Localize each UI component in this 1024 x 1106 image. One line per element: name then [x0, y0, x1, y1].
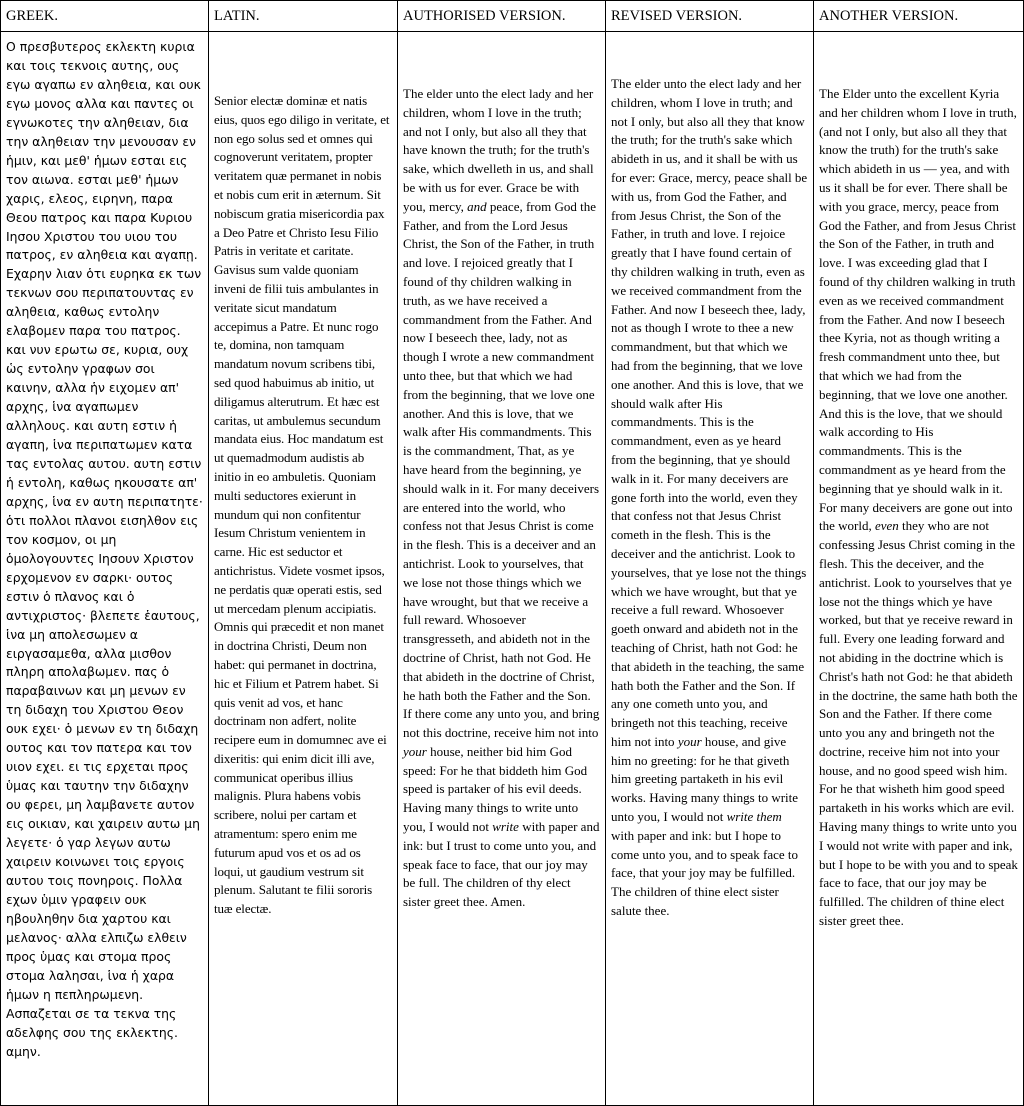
latin-cell — [209, 32, 398, 1106]
italic-text-segment: and — [467, 198, 487, 214]
another-version-text — [819, 32, 1018, 931]
authorised-version-cell — [398, 32, 606, 1106]
text-segment: peace, from God the Father, and from the Lord Jesus Christ, the Son of the Father, in truth and love. I rejoiced greatly that I found of thy children walking in truth, as we have received a commandment from the Father. And now I beseech thee, lady, not as though I wrote a new commandment unto thee, but that which we had from the beginning, that we love one another. And this is love, that we walk after His commandments. This is the commandment, That, as ye have heard from the beginning, ye should walk in it. For many deceivers are entered into the world, who confess not that Jesus Christ is come in the flesh. This is a deceiver and an antichrist. Look to yourselves, that we lose not those things which we have wrought, but that we receive a full reward. Whosoever transgresseth, and abideth not in the doctrine of Christ, hath not God. He that abideth in the doctrine of Christ, he hath both the Father and the Son. If there come any unto you, and bring not this doctrine, receive him not into — [403, 198, 600, 741]
text-segment: with paper and ink: but I trust to come unto you, and speak face to face, that our joy may be full. The children of thy elect sister greet thee. Amen. — [403, 819, 600, 910]
revised-version-text — [611, 32, 808, 921]
text-row — [1, 32, 1024, 1106]
header-authorised-version: AUTHORISED VERSION. — [398, 1, 606, 32]
text-segment: The elder unto the elect lady and her children, whom I love in the truth; and not I only, but also all they that have known the truth; for the truth's sake, which dwelleth in us, and shall be with us for ever. Grace be with you, mercy, — [403, 86, 594, 214]
italic-text-segment: even — [874, 518, 899, 534]
revised-version-cell — [606, 32, 814, 1106]
text-segment: The Elder unto the excellent Kyria and her children whom I love in truth, (and not I only, but also all they that know the truth) for the truth's sake which abideth in us — yea, and with us it shall be for ever. There shall be with you grace, mercy, peace from God the Father, and from Jesus Christ the Son of the Father, in truth and love. I was exceeding glad that I found of thy children walking in truth even as we received commandment from the Father. And now I beseech thee Kyria, not as though writing a fresh commandment unto thee, but that which we had from the beginning, that we love one another. And this is the love, that we should walk according to His commandments. This is the commandment as ye heard from the beginning that ye should walk in it. For many deceivers are gone out into the world, — [819, 86, 1017, 534]
text-segment: house, and give him no greeting: for he that giveth him greeting partaketh in his evil works. Having many things to write unto you, I would not — [611, 733, 799, 825]
italic-text-segment: your — [677, 733, 702, 749]
another-version-cell — [814, 32, 1024, 1106]
header-row — [1, 1, 1024, 32]
header-greek: GREEK. — [1, 1, 209, 32]
text-segment: Ο πρεσβυτερος εκλεκτη κυρια και τοις τεκνοις αυτης, ους εγω αγαπω εν αληθεια, και ουκ εγω μονος αλλα και παντες οι εγνωκοτες την αληθειαν, δια την αληθειαν την μενουσαν εν ἡμιν, και μεθ' ἡμων εσται εις τον αιωνα. εσται μεθ' ἡμων χαρις, ελεος, ειρηνη, παρα Θεου πατρος και παρα Κυριου Ιησου Χριστου του υιου του πατρος, εν αληθεια και αγαπῃ. Εχαρην λιαν ὁτι ευρηκα εκ των τεκνων σου περιπατουντας εν αληθεια, καθως εντολην ελαβομεν παρα του πατρος. και νυν ερωτω σε, κυρια, ουχ ὡς εντολην γραφων σοι καινην, αλλα ἡν ειχομεν απ' αρχης, ἱνα αγαπωμεν αλληλους. και αυτη εστιν ἡ αγαπη, ἱνα περιπατωμεν κατα τας εντολας αυτου. αυτη εστιν ἡ εντολη, καθως ηκουσατε απ' αρχης, ἱνα εν αυτη περιπατητε· ὁτι πολλοι πλανοι εισηλθον εις τον κοσμον, οι μη ὁμολογουντες Ιησουν Χριστον ερχομενον εν σαρκι· ουτος εστιν ὁ πλανος και ὁ αντιχριστος· βλεπετε ἑαυτους, ἱνα μη απολεσωμεν α ειργασαμεθα, αλλα μισθον πληρη απολαβωμεν. πας ὁ παραβαινων και μη μενων εν τη διδαχη του Χριστου Θεον ουκ εχει· ὁ μενων εν τη διδαχη ουτος και τον πατερα και τον υιον εχει. ει τις ερχεται προς ὑμας και ταυτην την διδαχην ου φερει, μη λαμβανετε αυτον εις οικιαν, και χαιρειν αυτω μη λεγετε· ὁ γαρ λεγων αυτω χαιρειν κοινωνει τοις εργοις αυτου τοις πονηροις. Πολλα εχων ὑμιν γραφειν ουκ ηβουληθην δια χαρτου και μελανος· αλλα ελπιζω ελθειν προς ὑμας και στομα προς στομα λαλησαι, ἱνα ἡ χαρα ἡμων η πεπληρωμενη. Ασπαζεται σε τα τεκνα της αδελφης σου της εκλεκτης. αμην. — [6, 39, 203, 1059]
text-segment: house, neither bid him God speed: For he that biddeth him God speed is partaker of his evil deeds. Having many things to write unto you, I would not — [403, 743, 588, 835]
latin-text — [214, 32, 392, 919]
header-revised-version: REVISED VERSION. — [606, 1, 814, 32]
header-latin: LATIN. — [209, 1, 398, 32]
greek-cell — [1, 32, 209, 1106]
text-segment: they who are not confessing Jesus Christ coming in the flesh. This the deceiver, and the antichrist. Look to yourselves that ye lose not the things which ye have worked, but that ye receive reward in full. Every one leading forward and not abiding in the doctrine which is Christ's hath not God: he that abideth in the doctrine, the same hath both the Son and the Father. If there come unto you any and bringeth not the doctrine, receive him not into your house, and no good speed wish him. For he that wisheth him good speed partaketh in his works which are evil. Having many things to write unto you I would not write with paper and ink, but I hope to be with you and to speak face to face, that our joy may be fulfilled. The children of thine elect sister greet thee. — [819, 518, 1018, 929]
italic-text-segment: write them — [726, 809, 782, 825]
greek-text — [6, 32, 203, 1061]
text-segment: with paper and ink: but I hope to come unto you, and to speak face to face, that your joy may be fulfilled. The children of thine elect sister salute thee. — [611, 827, 798, 919]
header-another-version: ANOTHER VERSION. — [814, 1, 1024, 32]
italic-text-segment: write — [492, 819, 519, 835]
text-segment: Senior electæ dominæ et natis eius, quos ego diligo in veritate, et non ego solus sed et omnes qui cognoverunt veritatem, propter veritatem quæ permanet in nobis et nobis cum erit in æternum. Sit nobiscum gratia misericordia pax a Deo Patre et Christo Iesu Filio Patris in veritate et caritate. Gavisus sum valde quoniam inveni de filii tuis ambulantes in veritate sicut mandatum accepimus a Patre. Et nunc rogo te, domina, non tamquam mandatum novum scribens tibi, sed quod habuimus ab initio, ut diligamus alterutrum. Et hæc est caritas, ut ambulemus secundum mandata eius. Hoc mandatum est ut quemadmodum audistis ab initio in eo ambuletis. Quoniam multi seductores exierunt in mundum qui non confitentur Iesum Christum venientem in carne. Hic est seductor et antichristus. Videte vosmet ipsos, ne perdatis quæ operati estis, sed ut mercedam plenum accipiatis. Omnis qui præcedit et non manet in doctrina Christi, Deum non habet: qui permanet in doctrina, hic et Filium et Patrem habet. Si quis venit ad vos, et hanc doctrinam non adfert, nolite recipere eum in domumnec ave ei dixeritis: qui enim dicit illi ave, communicat operibus illius malignis. Plura habens vobis scribere, nolui per cartam et atramentum: spero enim me futurum apud vos et os ad os loqui, ut gaudium vestrum sit plenum. Salutant te filii sororis tuæ electæ. — [214, 93, 390, 917]
authorised-version-text — [403, 32, 600, 912]
italic-text-segment: your — [403, 743, 427, 759]
text-segment: The elder unto the elect lady and her children, whom I love in truth; and not I only, but also all they that know the truth; for the truth's sake which abideth in us, and it shall be with us for ever: Grace, mercy, peace shall be with us, from God the Father, and from Jesus Christ, the Son of the Father, in truth and love. I rejoice greatly that I have found certain of thy children walking in truth, even as we received commandment from the Father. And now I beseech thee, lady, not as though I wrote to thee a new commandment, but that which we had from the beginning, that we love one another. And this is love, that we should walk after His commandments. This is the commandment, even as ye heard from the beginning, that ye should walk in it. For many deceivers are gone forth into the world, even they that confess not that Jesus Christ cometh in the flesh. This is the deceiver and the antichrist. Look to yourselves, that ye lose not the things which we have wrought, but that ye receive a full reward. Whosoever goeth onward and abideth not in the teaching of Christ, hath not God: he that abideth in the teaching, the same hath both the Father and the Son. If any one cometh unto you, and bringeth not this teaching, receive him not into — [611, 76, 808, 749]
